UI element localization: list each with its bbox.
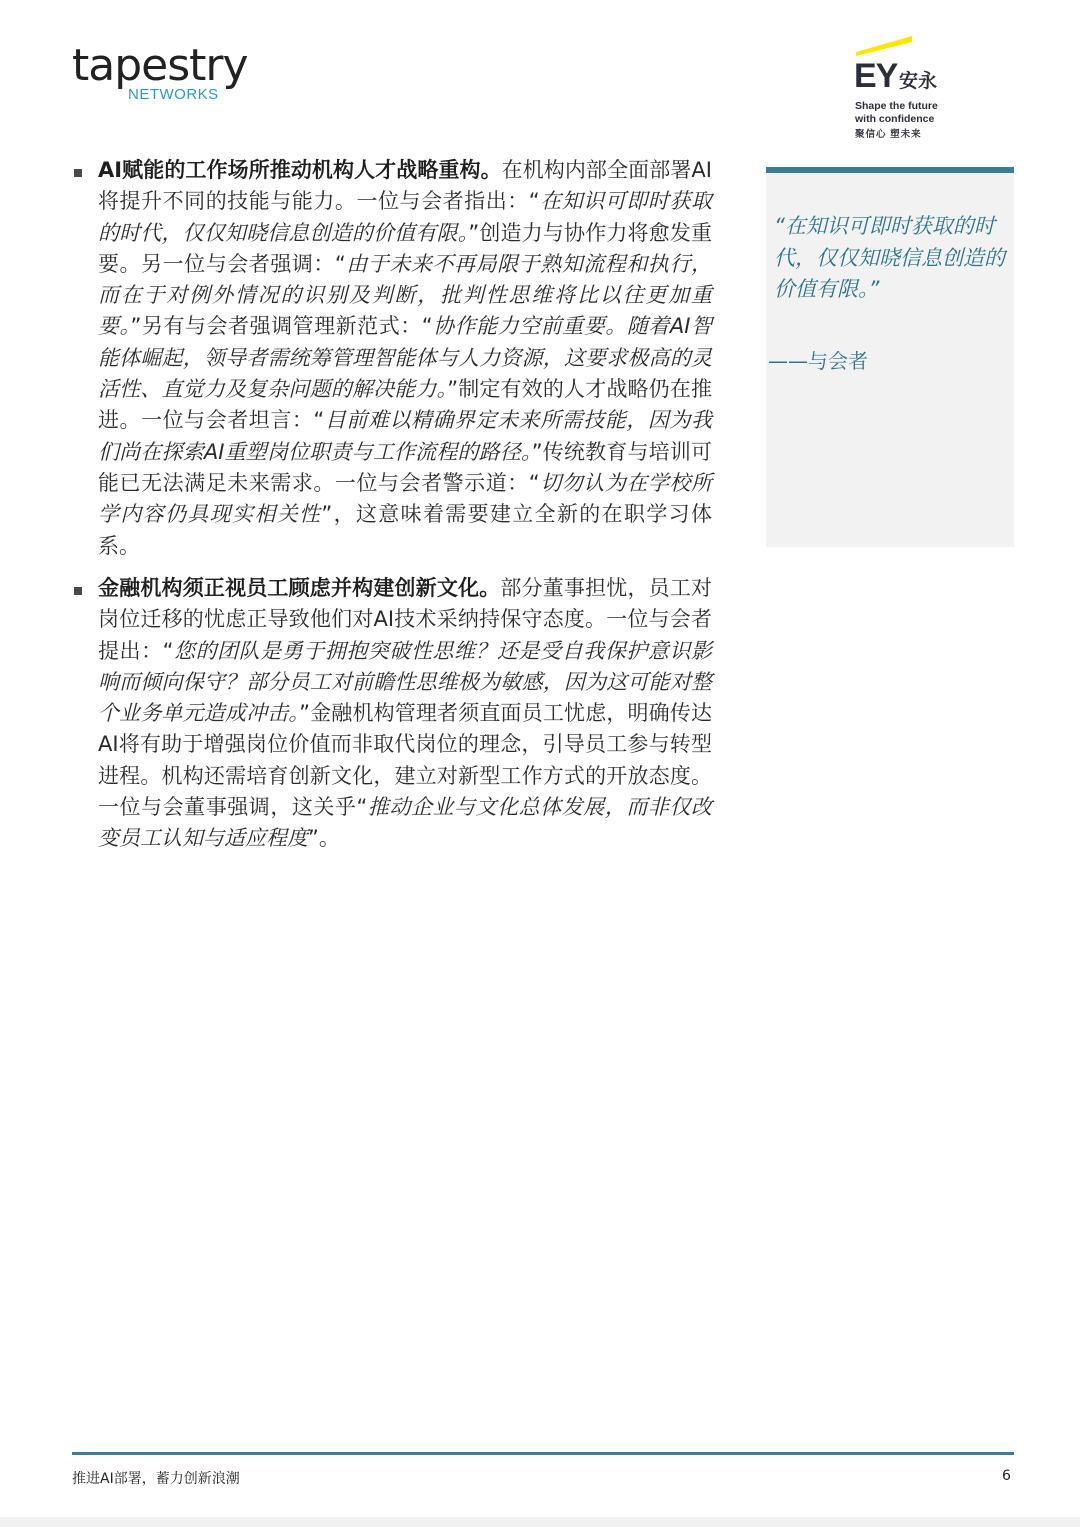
ey-beam-icon xyxy=(856,36,914,56)
square-bullet-icon xyxy=(74,169,82,177)
text-segment: ”金融机构管理者须直面员工忧虑，明确传达AI将有助于增强岗位价值而非取代岗位的理念，引导员工参与转型进程。机构还需培育创新文化，建立对新型工作方式的开放态度。一位与会董事强调，这关乎“ xyxy=(98,701,712,820)
bullet-item-talent-strategy xyxy=(72,155,712,562)
ey-letters: EY xyxy=(854,57,898,95)
bullet-lead: 金融机构须正视员工顾虑并构建创新文化。 xyxy=(98,576,501,600)
quote-segment: 目前难以精确界定未来所需技能，因为我们尚在探索AI重塑岗位职责与工作流程的路径。 xyxy=(98,408,712,464)
tapestry-wordmark: tapestry xyxy=(72,40,248,91)
pull-quote-attribution: ——与会者 xyxy=(768,349,868,373)
bullet-lead: AI赋能的工作场所推动机构人才战略重构。 xyxy=(98,158,502,182)
text-segment: ”制定有效的人才战略仍在推进。一位与会者坦言：“ xyxy=(98,377,712,433)
square-bullet-icon xyxy=(74,587,82,595)
page-number: 6 xyxy=(1002,1468,1011,1484)
text-segment: 部分董事担忧，员工对岗位迁移的忧虑正导致他们对AI技术采纳持保守态度。一位与会者提出：“ xyxy=(98,576,713,663)
text-segment: ”传统教育与培训可能已无法满足未来需求。一位与会者警示道：“ xyxy=(98,439,712,495)
ey-chinese-name: 安永 xyxy=(899,70,938,92)
quote-segment: 您的团队是勇于拥抱突破性思维？还是受自我保护意识影响而倾向保守？部分员工对前瞻性思维极为敏感，因为这可能对整个业务单元造成冲击。 xyxy=(98,638,712,726)
tapestry-networks-logo xyxy=(72,40,272,110)
text-segment: ”创造力与协作力将愈发重要。另一位与会者强调：“ xyxy=(98,220,712,276)
ey-tagline-1: Shape the future xyxy=(855,100,938,112)
bullet-item-innovation-culture xyxy=(72,573,712,855)
text-segment: ”。 xyxy=(308,826,340,851)
bullet-paragraph xyxy=(98,573,712,855)
footer-divider xyxy=(72,1452,1014,1455)
quote-segment: 推动企业与文化总体发展，而非仅改变员工认知与适应程度 xyxy=(98,795,712,851)
ey-tagline-2: with confidence xyxy=(855,113,935,125)
footer-document-title: 推进AI部署，蓄力创新浪潮 xyxy=(72,1471,240,1487)
page-edge xyxy=(0,1517,1080,1527)
text-segment: ”，这意味着需要建立全新的在职学习体系。 xyxy=(98,502,712,558)
text-segment: 在机构内部全面部署AI将提升不同的技能与能力。一位与会者指出：“ xyxy=(98,158,712,214)
text-segment: ”另有与会者强调管理新范式：“ xyxy=(130,314,433,339)
ey-logo xyxy=(852,34,962,144)
networks-wordmark: NETWORKS xyxy=(128,86,219,103)
quote-segment: 在知识可即时获取的时代，仅仅知晓信息创造的价值有限。 xyxy=(98,189,712,245)
pull-quote-box xyxy=(766,167,1014,547)
quote-segment: 由于未来不再局限于熟知流程和执行，而在于对例外情况的识别及判断，批判性思维将比以往更加重要。 xyxy=(98,251,713,339)
ey-tagline-3: 聚信心 塑未来 xyxy=(855,129,922,140)
pull-quote-text: “在知识可即时获取的时代，仅仅知晓信息创造的价值有限。” xyxy=(774,214,1005,301)
bullet-paragraph xyxy=(98,155,712,562)
quote-segment: 协作能力空前重要。随着AI智能体崛起，领导者需统筹管理智能体与人力资源，这要求极高的灵活性、直觉力及复杂问题的解决能力。 xyxy=(98,314,712,402)
quote-segment: 切勿认为在学校所学内容仍具现实相关性 xyxy=(98,470,712,527)
